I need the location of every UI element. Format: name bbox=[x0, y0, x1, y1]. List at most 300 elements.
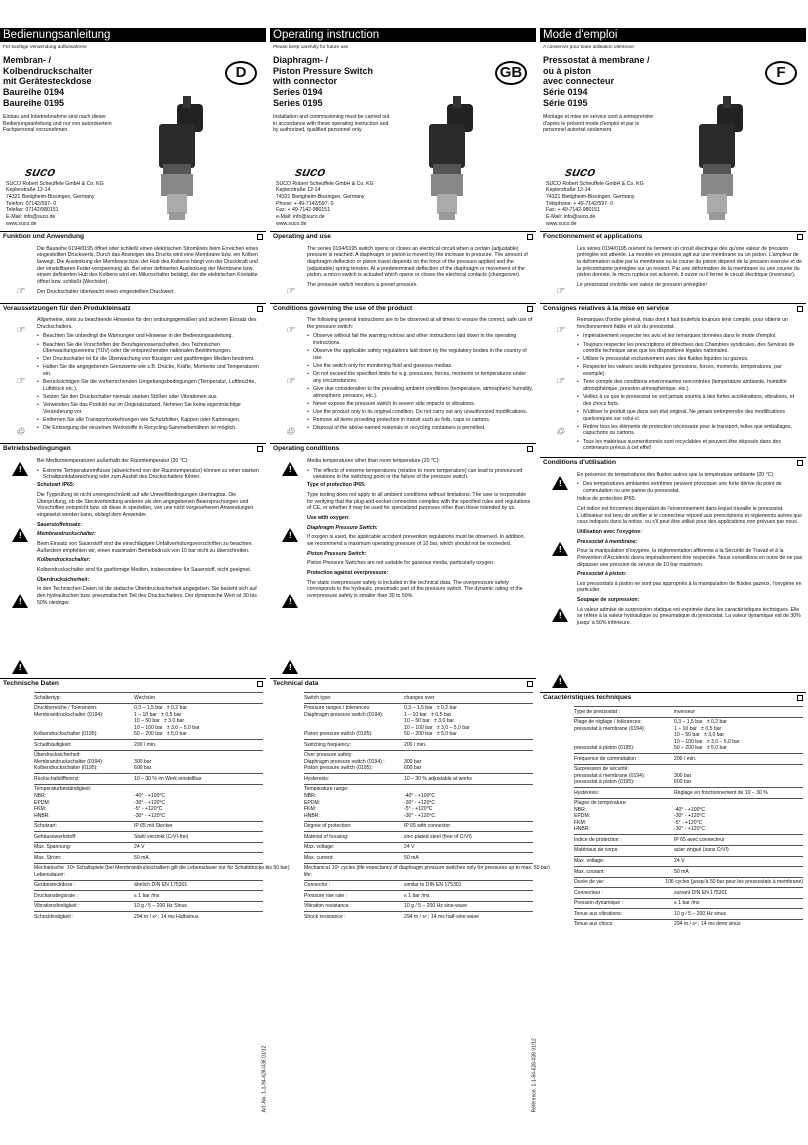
manual-column-0 bbox=[0, 30, 290, 1142]
title-line: Kolbendruckschalter bbox=[3, 65, 93, 76]
tech-key-line: Max. current: bbox=[304, 854, 334, 861]
list-item: • N'utiliser le produit que dans son état original. Ne jamais entreprendre des modifications quelconques sur celui-ci. bbox=[577, 409, 803, 422]
function-note: Le pressostat contrôle une valeur de pression préréglée! bbox=[577, 282, 707, 289]
tech-key bbox=[34, 786, 134, 819]
tech-value bbox=[674, 709, 803, 716]
list-item: • Use the product only in its original condition. Do not carry out any unauthorized modifications. bbox=[307, 409, 533, 416]
tech-row bbox=[34, 890, 263, 901]
tech-value bbox=[134, 834, 263, 841]
tech-row bbox=[304, 692, 533, 703]
address-line: E-Mail: info@suco.de bbox=[6, 214, 56, 221]
operating-paragraph: La valeur admise de surpression statique est exprimée dans les caractéristiques techniques. Elle se réfère à la valeur hydraulique ou pneumatique du pressostat. La valeur dynamique est de 30% jusqu' à 50% inférieure. bbox=[577, 606, 801, 627]
intro-block bbox=[273, 114, 533, 227]
address-line: 74321 Bietigheim-Bissingen, Germany bbox=[6, 194, 95, 201]
icon-gutter bbox=[3, 458, 37, 674]
tech-value-line: IP 65 avec connecteur bbox=[674, 836, 725, 843]
conditions-section bbox=[543, 317, 803, 453]
tech-key-line: Max. voltage: bbox=[304, 844, 335, 851]
tech-value-line: 200 / min. bbox=[674, 755, 697, 762]
operating-list bbox=[37, 468, 263, 481]
tech-value-line: acier zingué (sans CrVI) bbox=[674, 847, 729, 854]
tech-value bbox=[134, 705, 263, 738]
warning-icon: ! bbox=[12, 462, 28, 476]
tech-key-line: Max. courant: bbox=[574, 868, 605, 875]
address-line: SUCO Robert Scheuffele GmbH & Co. KG bbox=[546, 180, 644, 187]
recycle-icon: ♲ bbox=[285, 426, 295, 438]
title-line: Diaphragm- / bbox=[273, 55, 329, 66]
operating-subheading: Piston Pressure Switch: bbox=[307, 550, 367, 557]
section-title: Fonctionnement et applications bbox=[543, 233, 643, 241]
tech-value bbox=[134, 893, 263, 900]
tech-value bbox=[134, 903, 263, 910]
tech-value bbox=[134, 823, 263, 830]
tech-value-line: 10⁶ cycles (life expectancy of diaphragm pressure switches only for pressures up to max. 50 bar) bbox=[331, 865, 550, 872]
function-note: The pressure switch monitors a preset pressure. bbox=[307, 282, 418, 289]
subheader: A conserver pour toute utilisation ultérieure bbox=[543, 45, 634, 50]
tech-key-line: Over pressure safety: bbox=[304, 752, 353, 759]
tech-key bbox=[304, 855, 404, 862]
tech-value bbox=[404, 752, 533, 772]
tech-value-line: 50 – 200 bar ± 5,0 bar bbox=[404, 731, 457, 738]
operating-subheading: Diaphragm Pressure Switch: bbox=[307, 524, 378, 531]
tech-key-line: Switch type: bbox=[304, 694, 332, 701]
tech-key bbox=[304, 742, 404, 749]
tech-key bbox=[574, 858, 674, 865]
operating-paragraph: Media temperatures other than room temperature (20 °C): bbox=[307, 457, 440, 464]
tech-value-line: -30° - +120°C bbox=[134, 799, 166, 806]
list-item: • The effects of extreme temperatures (relative to room temperature) can lead to pronounced variations in the switching point or the failure of the pressure switch. bbox=[307, 468, 533, 481]
tech-key-line: Temperature range: bbox=[304, 786, 349, 793]
tech-value bbox=[404, 893, 533, 900]
tech-key bbox=[34, 776, 134, 783]
tech-value-line: 10 g / 5 – 200 Hz Sinus bbox=[134, 903, 187, 910]
list-item: • Entfernen Sie alle Transportvorkehrungen wie Schutzfolien, Kappen oder Kartonagen. bbox=[37, 417, 263, 424]
operating-paragraph: Indice de protection IP65: bbox=[577, 496, 636, 503]
tech-key-line: Diaphragm pressure switch (0194): bbox=[304, 711, 384, 718]
tech-key bbox=[304, 695, 404, 702]
tech-value-line: 10 – 100 bar ± 3,0 – 5,0 bar bbox=[404, 724, 470, 731]
tech-value-line: ≤ 1 bar /ms bbox=[674, 900, 700, 907]
title-line: avec connecteur bbox=[543, 76, 615, 87]
tech-row bbox=[304, 852, 533, 863]
tech-key-line: pressostat à membrane (0194): bbox=[574, 725, 646, 732]
tech-key bbox=[34, 855, 134, 862]
tech-row bbox=[304, 831, 533, 842]
tech-value-line: Stahl verzinkt (CrVI-frei) bbox=[134, 833, 189, 840]
tech-key-line: EPDM: bbox=[304, 799, 321, 806]
operating-subheading: Pressostat à membrane: bbox=[577, 538, 638, 545]
product-heading bbox=[273, 55, 533, 108]
tech-row bbox=[304, 821, 533, 832]
tech-value bbox=[404, 695, 533, 702]
list-item: • Respecter les valeurs seuils indiquées (pressions, forces, moments, températures, par exemple). bbox=[577, 364, 803, 377]
operating-paragraph: Les pressostats à piston ne sont pas appropriés à la manipulation de fluides gazeux, l'oxygène en particulier. bbox=[577, 580, 802, 594]
tech-value bbox=[674, 911, 803, 918]
tech-value-line: 10⁶ Schaltspiele (bei Membrandruckschaltern gilt die Lebensdauer nur für Schaltdrücke bis 50 bar) bbox=[67, 865, 290, 872]
tech-value-line: inverseur bbox=[674, 708, 695, 715]
warning-icon: ! bbox=[12, 528, 28, 542]
tech-value-line: ≤ 1 bar /ms bbox=[404, 892, 430, 899]
list-item: • Beachten Sie unbedingt die Warnungen und Hinweise in der Bedienungsanleitung. bbox=[37, 333, 263, 340]
tech-row bbox=[574, 908, 803, 919]
tech-key-line: pressostat à membrane (0194): bbox=[574, 772, 646, 779]
hand-pointer-icon: ☞ bbox=[15, 285, 25, 297]
product-heading bbox=[543, 55, 803, 108]
tech-value-line: 200 / min. bbox=[134, 741, 157, 748]
section-title: Operating conditions bbox=[273, 445, 340, 453]
tech-key-line: Plages de température: bbox=[574, 800, 627, 807]
tech-value-line: 1 – 10 bar ± 0,5 bar bbox=[404, 711, 452, 718]
tech-row bbox=[574, 845, 803, 856]
function-text bbox=[577, 246, 803, 299]
function-description: The series 0194/0195 switch opens or closes an electrical circuit when a certain (adjustable) pressure is reached. A diaphragm or piston is moved by the increase in pressure. The amount of diaphragm deflection or piston travel depends on the force of the pressure applied and the (adjustable) spring tension. At a predetermined deflection of the diaphragm or movement of the piston, a micro switch is actuated which opens or closes the electrical contacts (changeover). bbox=[307, 245, 528, 279]
list-item: • Beachten Sie die Vorschriften der Berufsgenossenschaften, des Technischen Überwachungsvereins (TÜV) oder die entsprechenden nationalen Bestimmungen. bbox=[37, 342, 263, 355]
conditions-list bbox=[307, 333, 533, 432]
tech-row bbox=[304, 773, 533, 784]
list-item: • Use the switch only for monitoring fluid and gaseous medias. bbox=[307, 363, 533, 370]
tech-key bbox=[304, 705, 404, 738]
intro-text: Montage et mise en service sont à entreprendre d'après le présent mode d'emploi et par le personnel autorisé seulement. bbox=[543, 114, 654, 134]
tech-row bbox=[304, 703, 533, 740]
tech-key-line: Surpression de sécurité: bbox=[574, 766, 629, 773]
operating-subheading: Pressostat à piston: bbox=[577, 571, 627, 578]
column-header: Mode d'emploi bbox=[540, 28, 806, 42]
operating-text bbox=[37, 458, 263, 674]
tech-row bbox=[574, 834, 803, 845]
tech-key-line: Shock resistance : bbox=[304, 913, 346, 920]
tech-row bbox=[304, 863, 550, 880]
tech-row bbox=[34, 692, 263, 703]
tech-key bbox=[304, 893, 404, 900]
section-header-s3 bbox=[270, 443, 536, 454]
tech-key bbox=[34, 914, 134, 921]
section-marker bbox=[797, 306, 803, 312]
function-section bbox=[273, 246, 533, 299]
operating-subheading: Soupape de surpression: bbox=[577, 597, 640, 604]
tech-key bbox=[574, 879, 665, 886]
operating-subheading: Type of protection IP65: bbox=[307, 482, 366, 489]
tech-value-line: 600 bar bbox=[404, 765, 422, 772]
tech-key bbox=[34, 752, 134, 772]
tech-row bbox=[34, 739, 263, 750]
tech-key-line: Rückschaltdifferenz: bbox=[34, 775, 80, 782]
section-header-s4 bbox=[0, 678, 266, 689]
tech-key bbox=[574, 869, 674, 876]
tech-value bbox=[674, 900, 803, 907]
tech-key bbox=[34, 844, 134, 851]
tech-key bbox=[34, 865, 67, 878]
tech-value bbox=[674, 921, 803, 928]
address-line: Téléphone: + 49-7142/597- 0 bbox=[546, 200, 614, 207]
tech-value-line: 24 V bbox=[134, 844, 145, 851]
tech-value bbox=[674, 800, 803, 833]
section-header-s1 bbox=[0, 231, 266, 242]
tech-row bbox=[34, 773, 263, 784]
tech-value-line: -40° - +100°C bbox=[404, 792, 436, 799]
function-section bbox=[3, 246, 263, 299]
tech-value bbox=[674, 890, 803, 897]
tech-value-line: 24 V bbox=[674, 858, 685, 864]
tech-value-line: 50 – 200 bar ± 5,0 bar bbox=[674, 745, 727, 752]
tech-key-line: Pressure rise rate : bbox=[304, 892, 348, 899]
address-line: www.suco.de bbox=[6, 220, 37, 227]
list-item: • Impérativement respecter les avis et les remarques données dans le mode d'emploi. bbox=[577, 333, 803, 340]
icon-gutter bbox=[543, 472, 577, 688]
tech-row bbox=[34, 842, 263, 853]
tech-value-line: 0,3 – 1,5 bar ± 0,2 bar bbox=[134, 705, 187, 712]
tech-key-line: Connecteur : bbox=[574, 889, 604, 896]
function-text bbox=[37, 246, 263, 299]
address-line: Telefax: 07142/980151 bbox=[6, 207, 59, 214]
tech-key-line: Temperaturbeständigkeit: bbox=[34, 786, 92, 793]
tech-value-line: IP 65 with connector bbox=[404, 823, 451, 830]
tech-value bbox=[404, 834, 533, 841]
list-item: • Halten Sie die angegebenen Grenzwerte wie z.B. Drücke, Kräfte, Momente und Temperaturen ein. bbox=[37, 364, 263, 377]
suco-logo: suco bbox=[293, 164, 328, 180]
section-header-s3 bbox=[540, 457, 806, 468]
list-item: • Give due consideration to the prevailing ambient conditions (temperature, atmospheric humidity, atmospheric pressure, etc.). bbox=[307, 386, 533, 399]
tech-value-line: -30° - +120°C bbox=[404, 799, 436, 806]
tech-value-line: Réglage en fonctionnement de 10 – 30 % bbox=[674, 789, 768, 796]
tech-key-line: Max. Strom: bbox=[34, 854, 62, 861]
icon-gutter bbox=[273, 458, 307, 674]
tech-value-line: 10 – 50 bar ± 3,0 bar bbox=[404, 718, 455, 725]
tech-key-line: NBR: bbox=[304, 792, 317, 799]
hand-pointer-icon: ☞ bbox=[285, 285, 295, 297]
suco-logo: suco bbox=[563, 164, 598, 180]
tech-value-line: -5° - +120°C bbox=[134, 806, 163, 813]
tech-key-line: Plage de réglage / tolérances: bbox=[574, 719, 642, 726]
operating-text bbox=[307, 458, 533, 674]
tech-key-line: Mechanical life: bbox=[304, 865, 330, 878]
subheader: Für künftige Verwendung aufbewahren! bbox=[3, 45, 87, 50]
tech-value bbox=[404, 742, 533, 749]
operating-list bbox=[307, 468, 533, 481]
tech-row bbox=[304, 842, 533, 853]
tech-key-line: Überdrucksicherheit: bbox=[34, 752, 81, 759]
tech-table bbox=[304, 692, 550, 921]
tech-value-line: ähnlich DIN EN 175301 bbox=[134, 882, 188, 889]
tech-value-line: 1 – 10 bar ± 0,5 bar bbox=[674, 725, 722, 732]
address-line: Keplerstraße 12-14 bbox=[276, 187, 321, 194]
tech-row bbox=[304, 911, 533, 922]
tech-key-line: Schutzart: bbox=[34, 823, 57, 830]
language-badge: GB bbox=[495, 61, 527, 85]
tech-key bbox=[304, 776, 404, 783]
tech-key-line: FKM: bbox=[304, 806, 317, 813]
section-marker bbox=[257, 446, 263, 452]
conditions-text bbox=[37, 317, 263, 439]
section-header-s4 bbox=[540, 692, 806, 703]
tech-value bbox=[134, 914, 263, 921]
operating-section bbox=[273, 458, 533, 674]
language-badge: F bbox=[765, 61, 797, 85]
tech-row bbox=[574, 706, 803, 717]
tech-row bbox=[574, 798, 803, 835]
pressure-switch-photo bbox=[685, 94, 755, 224]
tech-value-line: 10 g / 5 – 200 Hz sine-wave bbox=[404, 903, 468, 910]
title-line: with connector bbox=[273, 76, 338, 87]
tech-key-line: Vibrationsfestigkeit : bbox=[34, 903, 80, 910]
tech-key-line: Diaphragm pressure switch (0194) : bbox=[304, 758, 385, 765]
tech-value-line: -5° - +120°C bbox=[674, 819, 703, 826]
tech-key bbox=[574, 921, 674, 928]
hand-pointer-icon: ☞ bbox=[15, 375, 25, 387]
tech-value bbox=[134, 882, 263, 889]
address-block bbox=[276, 181, 390, 228]
section-title: Technical data bbox=[273, 679, 319, 687]
section-header-s4 bbox=[270, 678, 536, 689]
title-line: Série 0195 bbox=[543, 97, 588, 108]
tech-value-line: 300 bar bbox=[404, 758, 422, 765]
conditions-text bbox=[307, 317, 533, 439]
operating-subheading: Membrandruckschalter: bbox=[37, 531, 96, 538]
address-line: www.suco.de bbox=[546, 220, 577, 227]
tech-row bbox=[34, 750, 263, 774]
address-line: Keplerstraße 12-14 bbox=[6, 187, 51, 194]
tech-key bbox=[574, 911, 674, 918]
section-marker bbox=[797, 695, 803, 701]
tech-key-line: Kolbendruckschalter (0195): bbox=[34, 765, 98, 772]
tech-key-line: Fréquence de commutation : bbox=[574, 755, 639, 762]
section-marker bbox=[797, 234, 803, 240]
section-marker bbox=[527, 234, 533, 240]
section-title: Conditions d'utilisation bbox=[543, 459, 616, 467]
intro-block bbox=[3, 114, 263, 227]
tech-key bbox=[304, 786, 404, 819]
tech-key-line: pressostat à piston (0195): bbox=[574, 745, 635, 752]
tech-value bbox=[404, 823, 533, 830]
warning-icon: ! bbox=[552, 476, 568, 490]
tech-key bbox=[574, 890, 674, 897]
function-note: Der Druckschalter überwacht einen eingestellten Druckwert. bbox=[37, 288, 175, 295]
operating-subheading: Protection against overpressure: bbox=[307, 569, 389, 576]
tech-value bbox=[674, 869, 803, 876]
operating-paragraph: Pour la manipulation d'oxygène, la réglementation afférente à la Sécurité de Travail et à la Prévention d'Accidents devra impérativement être respectée. Nous conseillons en outre de ne pas dépasser une pression de service de 10 bar maximum. bbox=[577, 548, 803, 568]
operating-paragraph: Kolbendruckschalter sind für gasförmige Medien, insbesondere für Sauerstoff, nicht geeignet. bbox=[37, 566, 252, 573]
tech-row bbox=[304, 901, 533, 912]
tech-key-line: NBR: bbox=[34, 792, 47, 799]
tech-key bbox=[34, 882, 134, 889]
tech-value-line: 300 bar bbox=[134, 758, 152, 765]
tech-key-line: Mechanische Lebensdauer: bbox=[34, 865, 66, 878]
tech-row bbox=[574, 856, 803, 867]
list-item: • Utiliser le pressostat exclusivement avec des fluides liquides ou gazeux. bbox=[577, 356, 803, 363]
tech-key-line: FKM: bbox=[34, 806, 47, 813]
section-marker bbox=[257, 234, 263, 240]
operating-list bbox=[577, 481, 803, 494]
tech-key-line: Switching frequency: bbox=[304, 741, 352, 748]
tech-key-line: HNBR: bbox=[574, 826, 590, 833]
tech-value-line: 106 cycles (jusqu'à 50 bar pour les pressostats à membrane) bbox=[665, 879, 803, 886]
operating-subheading: Überdrucksicherheit: bbox=[37, 576, 90, 583]
tech-value-line: Wechsler bbox=[134, 694, 156, 701]
tech-value-line: 600 bar bbox=[674, 779, 692, 786]
tech-value bbox=[404, 786, 533, 819]
tech-key-line: NBR: bbox=[574, 806, 587, 813]
warning-icon: ! bbox=[552, 608, 568, 622]
tech-key bbox=[304, 823, 404, 830]
tech-value-line: ≤ 1 bar /ms bbox=[134, 892, 160, 899]
section-header-s3 bbox=[0, 443, 266, 454]
list-item: • Setzen Sie den Druckschalter niemals starken Stößen oder Vibrationen aus. bbox=[37, 394, 263, 401]
tech-key bbox=[304, 834, 404, 841]
tech-row bbox=[574, 866, 803, 877]
conditions-section bbox=[3, 317, 263, 439]
tech-row bbox=[574, 753, 803, 764]
list-item: • Berücksichtigen Sie die vorherrschenden Umgebungsbedingungen (Temperatur, Luftfeuchte, Luftdruck etc.). bbox=[37, 379, 263, 392]
operating-paragraph: The static overpressure safety is included in the technical data. The overpressure safety corresponds to the hydraulic, pneumatic part of the pressure switch. The dynamic rating of the overpressure safety is smaller than 30 to 50%. bbox=[307, 579, 523, 599]
tech-value-line: 10 – 50 bar ± 3,0 bar bbox=[134, 718, 185, 725]
tech-value-line: -5° - +120°C bbox=[404, 806, 433, 813]
hand-pointer-icon: ☞ bbox=[555, 375, 565, 387]
tech-row bbox=[34, 821, 263, 832]
operating-paragraph: If oxygen is used, the applicable accident prevention regulations must be observed. In addition, we recommend a maximum operating pressure of 10 bar, which should not be exceeded. bbox=[307, 534, 526, 547]
icon-gutter bbox=[3, 317, 37, 439]
tech-key-line: HNBR: bbox=[304, 812, 320, 819]
language-badge: D bbox=[225, 61, 257, 85]
address-line: Telefon: 07142/597- 0 bbox=[6, 200, 57, 207]
section-title: Technische Daten bbox=[3, 679, 59, 687]
tech-value-line: -30° - +120°C bbox=[674, 813, 706, 820]
tech-value bbox=[134, 742, 263, 749]
list-item: • Veillez à ce que le pressostat ne soit jamais soumis à des fortes accélérations, vibrations, et des chocs forts. bbox=[577, 394, 803, 407]
section-title: Betriebsbedingungen bbox=[3, 445, 71, 453]
address-line: E-Mail: info@suco.de bbox=[546, 214, 596, 221]
tech-key-line: Membrandruckschalter (0194): bbox=[34, 758, 104, 765]
tech-key-line: Connector : bbox=[304, 882, 331, 889]
tech-key bbox=[574, 847, 674, 854]
tech-value bbox=[134, 786, 263, 819]
tech-key bbox=[34, 742, 134, 749]
list-item: • Verwenden Sie das Produkt nur im Originalzustand. Nehmen Sie keine eigenmächtige Veränderung vor. bbox=[37, 402, 263, 415]
operating-paragraph: Bei Mediumtemperaturen außerhalb der Raumtemperatur (20 °C): bbox=[37, 457, 189, 464]
conditions-section bbox=[273, 317, 533, 439]
tech-key-line: Tenue aux chocs: bbox=[574, 921, 614, 928]
tech-value-line: 50 mA bbox=[134, 854, 149, 861]
tech-value-line: 10 g / 5 – 200 Hz sinus bbox=[674, 910, 727, 917]
tech-row bbox=[34, 911, 263, 922]
tech-value-line: 50 – 200 bar ± 5,0 bar bbox=[134, 731, 187, 738]
product-title bbox=[273, 55, 373, 108]
section-header-s2 bbox=[270, 303, 536, 314]
tech-value-line: similar to DIN EN 175301 bbox=[404, 882, 462, 889]
tech-key-line: Degree of protection: bbox=[304, 823, 352, 830]
tech-key-line: Schockfestigkeit : bbox=[34, 913, 74, 920]
tech-key-line: Kolbendruckschalter (0195): bbox=[34, 731, 98, 738]
tech-key-line: Type de pressostat : bbox=[574, 708, 620, 715]
hand-pointer-icon: ☞ bbox=[15, 325, 25, 337]
tech-value bbox=[674, 766, 803, 786]
operating-paragraph: Cet indice est forcement dépendant de l'environnement dans lequel travaille le pressostat. L'utilisateur est tenu de vérifier si le connecteur répond aux prescriptions et règlements autres que ceux indiqués dans la notice, ou s'il peut être utilisé pour des applications non prévues par nous. bbox=[577, 505, 803, 526]
list-item: • Des températures ambiantes extrêmes peuvent provoquer une forte dérive du point de commutation ou une panne du pressostat. bbox=[577, 481, 803, 494]
list-item: • Die Entsorgung der einzelnen Werkstoffe in Recycling-Sammelbehältern ist möglich. bbox=[37, 425, 263, 432]
tech-value-line: 1 – 10 bar ± 0,5 bar bbox=[134, 711, 182, 718]
tech-row bbox=[574, 877, 803, 888]
product-title bbox=[543, 55, 650, 108]
operating-paragraph: In den Technischen Daten ist die statische Überdrucksicherheit angegeben. Sie bezieht sich auf den hydraulischen bzw. pneumatischen Teil des Druckschalters. Der dynamische Wert ist 30 bis 50% niedriger. bbox=[37, 586, 257, 606]
tech-value-line: 10 – 30 % im Werk einstellbar bbox=[134, 775, 202, 782]
intro-left bbox=[543, 114, 663, 227]
tech-value bbox=[665, 879, 803, 886]
icon-gutter bbox=[3, 246, 37, 299]
recycle-icon: ♲ bbox=[15, 426, 25, 438]
tech-key-line: Druckanstiegsrate : bbox=[34, 892, 78, 899]
tech-key bbox=[34, 823, 134, 830]
tech-value bbox=[332, 865, 550, 878]
tech-value-line: 294 m / s² ; 14 ms Halbsinus bbox=[134, 913, 199, 920]
tech-row bbox=[574, 919, 803, 930]
